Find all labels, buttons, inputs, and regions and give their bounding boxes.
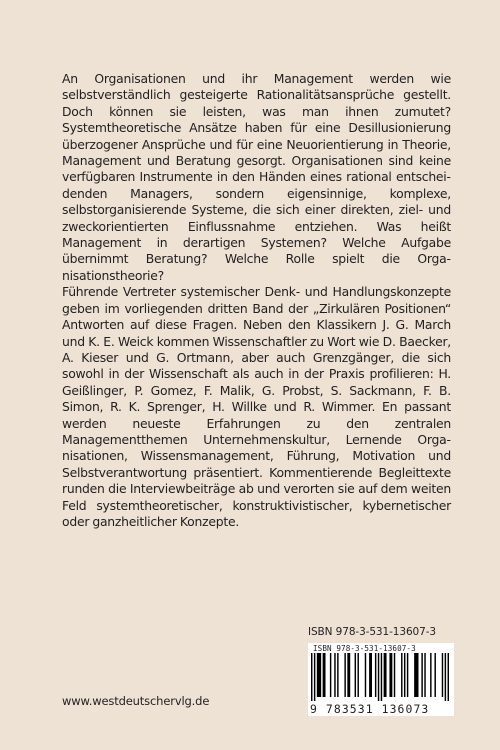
blurb-paragraph-2: Führende Vertreter systemischer Denk- und Handlungskonzepte geben im vorliegenden dritten Band der „Zirkulären Positionen“ Antworten auf diese Fragen. Neben den Klassikern J. G. March und K. E. Weick kommen Wissenschaftler zu Wort wie D. Baecker, A. Kieser und G. Ortmann, aber auch Grenzgänger, die sich sowohl in der Wissenschaft als auch in der Praxis profilieren: H. Geißlinger, P. Gomez, F. Malik, G. Probst, S. Sackmann, F. B. Simon, R. K. Sprenger, H. Willke und R. Wimmer. En passant werden neueste Erfahrungen zu den zentralen Managementthemen Unternehmenskultur, Lernende Organisationen, Wissensmanagement, Führung, Motivation und Selbstverantwortung präsentiert. Kommentierende Begleittexte runden die Interviewbeiträge ab und verorten sie auf dem weiten Feld systemtheoretischer, konstruktivistischer, kybernetischer oder ganzheitlicher Konzepte. [62,284,451,529]
barcode-bar [384,653,387,697]
barcode-bar [430,653,431,697]
barcode-bar [365,653,366,697]
barcode-bar [378,653,379,701]
isbn-barcode [308,643,454,716]
barcode-bar [311,653,312,701]
barcode-bar [404,653,405,697]
barcode-bar [317,653,321,697]
barcode-bar [314,653,315,701]
barcode-bar [334,653,335,697]
barcode-bar [337,653,338,697]
barcode-bar [369,653,372,697]
blurb-paragraph-1: An Organisationen und ihr Management werden wie selbstverständlich gesteigerte Rationalitätsansprüche gestellt. Doch können sie leisten, was man ihnen zumutet? Systemtheoretische Ansätze haben für eine Desillusionierung überzogener Ansprüche und für eine Neuorientierung in Theorie, Management und Beratung gesorgt. Organisationen sind keine verfügbaren Instrumente in den Händen eines rational entscheidenden Managers, sondern eigensinnige, komplexe, selbstorganisierende Systeme, die sich einer direkten, ziel- und zweckorientierten Einflussnahme entziehen. Was heißt Management in derartigen Systemen? Welche Aufgabe übernimmt Beratung? Welche Rolle spielt die Organisationstheorie? [62,71,451,283]
barcode-bar [448,653,449,701]
barcode-bar [347,653,350,697]
barcode-bar [381,653,382,701]
barcode-bar [442,653,443,697]
barcode-bar [355,653,356,697]
barcode-bar [424,653,425,697]
barcode-bar [330,653,331,697]
barcode-bar [445,653,446,701]
barcode-bars [311,653,449,701]
barcode-digits: 9 783531 136073 [310,702,430,716]
back-cover-blurb [62,71,451,530]
barcode-bar [357,653,358,697]
barcode-bar [323,653,326,697]
isbn-label: ISBN 978-3-531-13607-3 [308,626,436,638]
barcode-bar [401,653,402,697]
barcode-bar [394,653,395,697]
barcode-bar [407,653,408,697]
barcode-bar [414,653,418,697]
barcode-bar [434,653,435,697]
barcode-top-text: ISBN 978-3-531-13607-3 [313,644,416,653]
barcode-bar [389,653,392,697]
barcode-bar [421,653,422,697]
publisher-website: www.westdeutschervlg.de [62,694,210,708]
barcode-bar [344,653,345,697]
barcode-bar [375,653,376,697]
